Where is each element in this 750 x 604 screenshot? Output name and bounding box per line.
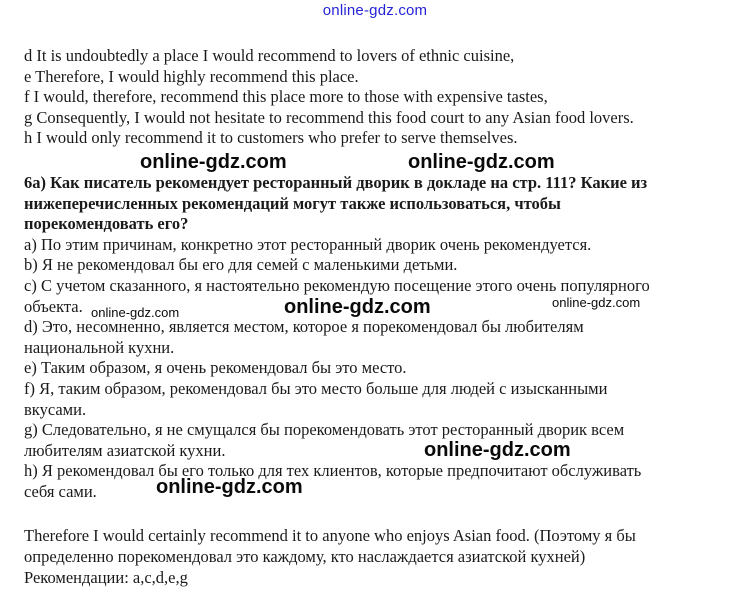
watermark: online-gdz.com (156, 476, 303, 498)
translation-c: c) С учетом сказанного, я настоятельно рекомендую посещение этого очень популярного (24, 275, 650, 295)
site-header-link[interactable]: online-gdz.com (322, 2, 428, 19)
answer-line-3: Рекомендации: a,c,d,e,g (24, 567, 188, 587)
english-option-f: f I would, therefore, recommend this place more to those with expensive tastes, (24, 87, 548, 107)
translation-e: e) Таким образом, я очень рекомендовал бы это место. (24, 358, 407, 378)
watermark: online-gdz.com (91, 305, 180, 320)
english-option-e: e Therefore, I would highly recommend this place. (24, 66, 359, 86)
translation-d: d) Это, несомненно, является местом, которое я порекомендовал бы любителям (24, 317, 584, 337)
translation-c-cont: объекта. (24, 296, 83, 316)
translation-f: f) Я, таким образом, рекомендовал бы это место больше для людей с изысканными (24, 378, 608, 398)
task-heading-line-2: нижеперечисленных рекомендаций могут также использоваться, чтобы (24, 193, 561, 213)
task-heading-line-3: порекомендовать его? (24, 214, 189, 234)
translation-f-cont: вкусами. (24, 399, 87, 419)
watermark: online-gdz.com (140, 151, 287, 173)
watermark: online-gdz.com (284, 296, 431, 318)
spacer (24, 149, 724, 173)
answer-line-1: Therefore I would certainly recommend it to anyone who enjoys Asian food. (Поэтому я бы (24, 526, 636, 546)
english-option-d: d It is undoubtedly a place I would recommend to lovers of ethnic cuisine, (24, 46, 515, 65)
translation-h: h) Я рекомендовал бы его только для тех клиентов, которые предпочитают обслуживать (24, 461, 642, 481)
answer-line-2: определенно порекомендовал это каждому, кто наслаждается азиатской кухней) (24, 547, 586, 567)
spacer (24, 502, 724, 526)
translation-h-cont: себя сами. (24, 481, 97, 501)
task-heading-line-1: 6a) Как писатель рекомендует ресторанный дворик в докладе на стр. 111? Какие из (24, 172, 648, 192)
english-option-h: h I would only recommend it to customers who prefer to serve themselves. (24, 128, 518, 148)
english-option-g: g Consequently, I would not hesitate to recommend this food court to any Asian food lovers. (24, 107, 634, 127)
watermark: online-gdz.com (408, 151, 555, 173)
translation-d-cont: национальной кухни. (24, 337, 175, 357)
translation-g-cont: любителям азиатской кухни. (24, 440, 226, 460)
translation-b: b) Я не рекомендовал бы его для семей с маленькими детьми. (24, 255, 458, 275)
watermark: online-gdz.com (424, 439, 571, 461)
watermark: online-gdz.com (552, 295, 641, 310)
translation-a: a) По этим причинам, конкретно этот ресторанный дворик очень рекомендуется. (24, 234, 592, 254)
translation-g: g) Следовательно, я не смущался бы порекомендовать этот ресторанный дворик всем (24, 420, 625, 440)
